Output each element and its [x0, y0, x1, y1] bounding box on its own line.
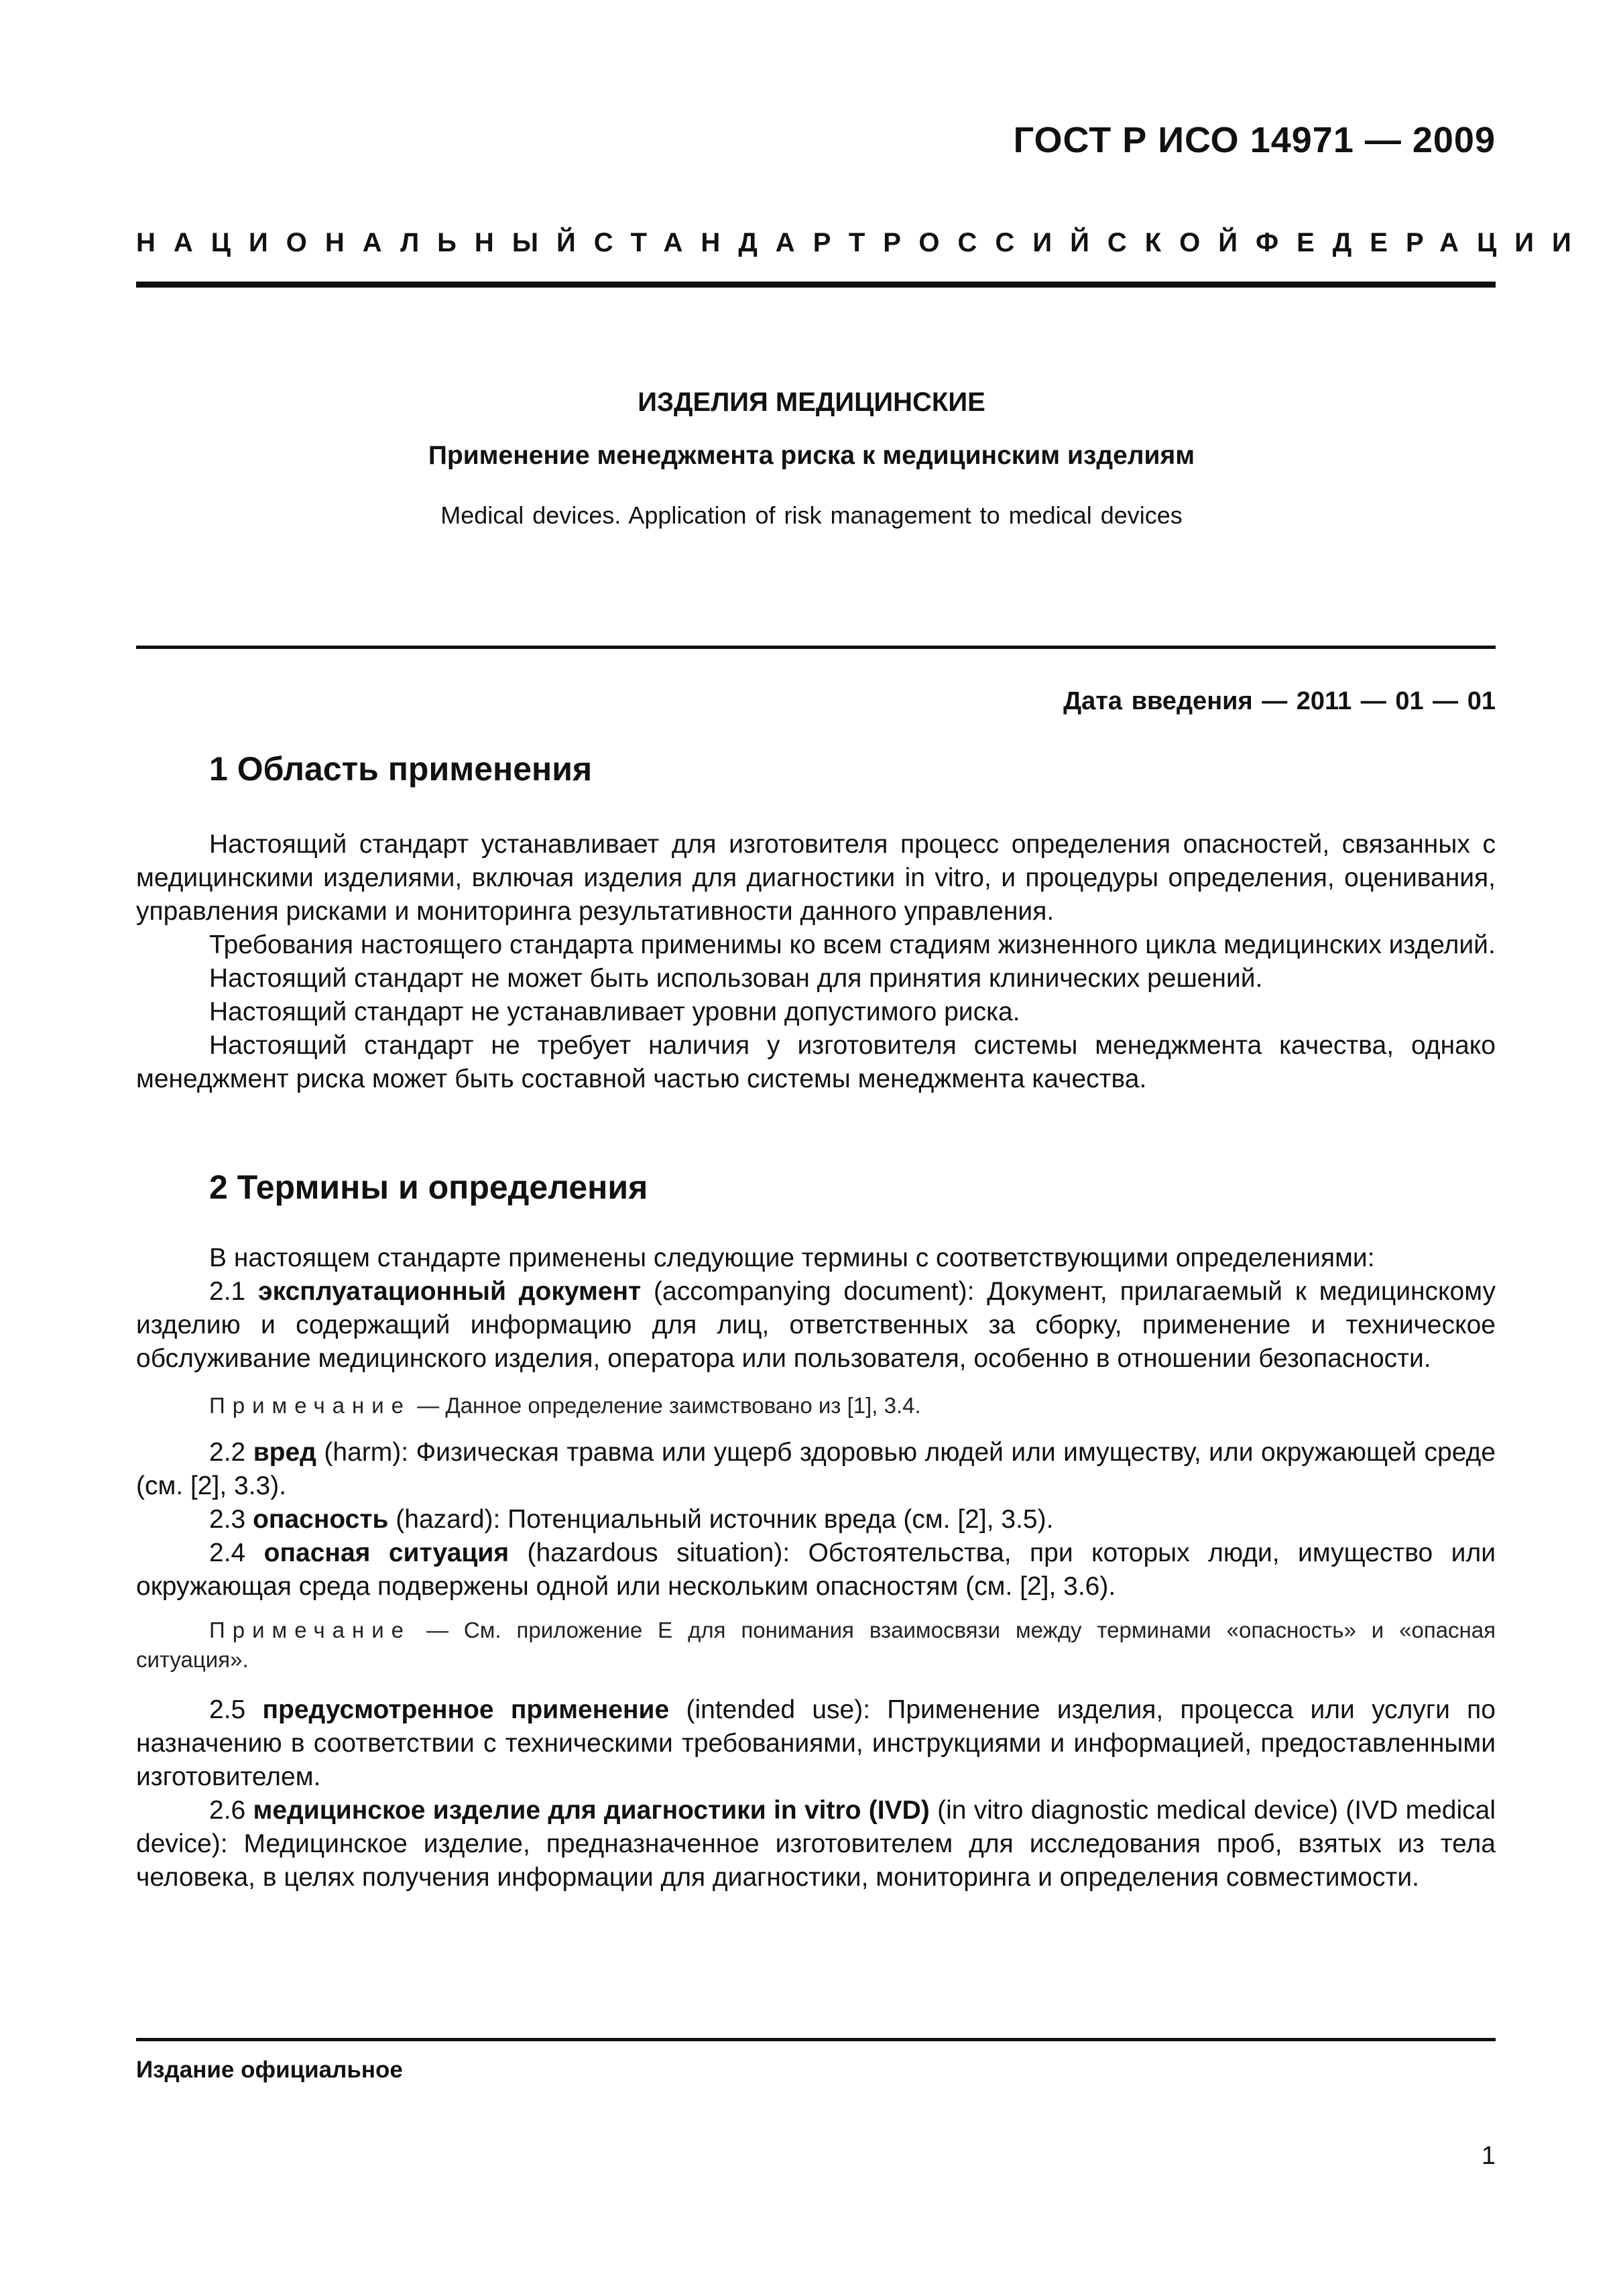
banner-word: НАЦИОНАЛЬНЫЙ	[136, 228, 594, 257]
section-2-body-c	[136, 1693, 1496, 1894]
note-label: Примечание	[209, 1393, 412, 1418]
term-definition: (in vitro diagnostic medical device) (IVD medical device): Медицинское изделие, предназначенное изготовителем для исследования проб, взятых из тела человека, в целях получения информации для диагностики, мониторинга и определения совместимости.	[136, 1796, 1496, 1892]
edition-label: Издание официальное	[136, 2057, 403, 2083]
document-subtitle: Применение менеджмента риска к медицинским изделиям	[428, 441, 1195, 470]
banner-word: РОССИЙСКОЙ	[883, 228, 1256, 257]
footer-rule	[136, 2038, 1496, 2041]
term-2-5	[136, 1693, 1496, 1794]
note-text: — См. приложение E для понимания взаимосвязи между терминами «опасность» и «опасная ситуация».	[136, 1618, 1496, 1672]
term-name: опасная ситуация	[263, 1538, 509, 1567]
paragraph: Настоящий стандарт устанавливает для изготовителя процесс определения опасностей, связанных с медицинскими изделиями, включая изделия для диагностики in vitro, и процедуры определения, оценивания, управления рисками и мониторинга результативности данного управления.	[136, 830, 1496, 926]
term-number: 2.2	[209, 1438, 253, 1467]
paragraph: Настоящий стандарт не требует наличия у изготовителя системы менеджмента качества, однако менеджмент риска может быть составной частью системы менеджмента качества.	[136, 1031, 1496, 1093]
standard-code: ГОСТ Р ИСО 14971 — 2009	[1013, 120, 1496, 160]
section-1-body	[136, 828, 1496, 1096]
paragraph: Требования настоящего стандарта применимы ко всем стадиям жизненного цикла медицинских изделий.	[209, 930, 1496, 959]
banner-word: СТАНДАРТ	[593, 228, 884, 257]
term-definition: (hazard): Потенциальный источник вреда (см. [2], 3.5).	[388, 1505, 1054, 1534]
term-number: 2.3	[209, 1505, 253, 1534]
header-rule	[136, 282, 1496, 288]
note-1	[136, 1391, 1496, 1421]
note-text: — Данное определение заимствовано из [1], 3.4.	[411, 1393, 921, 1418]
english-title: Medical devices. Application of risk management to medical devices	[440, 501, 1183, 529]
term-number: 2.6	[209, 1796, 253, 1825]
note-label: Примечание	[209, 1618, 412, 1642]
term-number: 2.5	[209, 1695, 263, 1724]
term-name: вред	[253, 1438, 316, 1467]
section-2-body-b	[136, 1436, 1496, 1604]
document-title: ИЗДЕЛИЯ МЕДИЦИНСКИЕ	[638, 387, 985, 417]
introduction-date: Дата введения — 2011 — 01 — 01	[1063, 687, 1496, 715]
term-2-3	[136, 1503, 1496, 1536]
term-number: 2.1	[209, 1277, 259, 1306]
paragraph: Настоящий стандарт не может быть использован для принятия клинических решений.	[209, 964, 1263, 993]
title-rule	[136, 646, 1496, 649]
term-name: опасность	[253, 1505, 389, 1534]
note-2	[136, 1616, 1496, 1675]
section-2-heading: 2 Термины и определения	[209, 1168, 648, 1206]
section-2-body-a	[136, 1242, 1496, 1376]
term-2-6	[136, 1794, 1496, 1894]
paragraph: Настоящий стандарт не устанавливает уровни допустимого риска.	[209, 998, 1020, 1026]
term-2-4	[136, 1536, 1496, 1604]
term-name: медицинское изделие для диагностики in vitro (IVD)	[253, 1796, 930, 1825]
term-definition: (intended use): Применение изделия, процесса или услуги по назначению в соответствии с техническими требованиями, инструкциями и информацией, предоставленными изготовителем.	[136, 1695, 1496, 1791]
term-number: 2.4	[209, 1538, 264, 1567]
page-number: 1	[1481, 2142, 1496, 2170]
national-standard-banner	[136, 228, 1589, 258]
term-name: предусмотренное применение	[262, 1695, 670, 1724]
section-1-heading: 1 Область применения	[209, 750, 593, 788]
term-definition: (hazardous situation): Обстоятельства, при которых люди, имущество или окружающая среда подвержены одной или нескольким опасностям (см. [2], 3.6).	[136, 1538, 1496, 1601]
term-2-2	[136, 1436, 1496, 1503]
banner-word: ФЕДЕРАЦИИ	[1255, 228, 1589, 257]
term-definition: (accompanying document): Документ, прилагаемый к медицинскому изделию и содержащий информацию для лиц, ответственных за сборку, применение и техническое обслуживание медицинского изделия, оператора или пользователя, особенно в отношении безопасности.	[136, 1277, 1496, 1373]
term-2-1	[136, 1275, 1496, 1376]
term-name: эксплуатационный документ	[258, 1277, 642, 1306]
paragraph: В настоящем стандарте применены следующие термины с соответствующими определениями:	[209, 1244, 1375, 1272]
term-definition: (harm): Физическая травма или ущерб здоровью людей или имуществу, или окружающей среде (см. [2], 3.3).	[136, 1438, 1496, 1500]
